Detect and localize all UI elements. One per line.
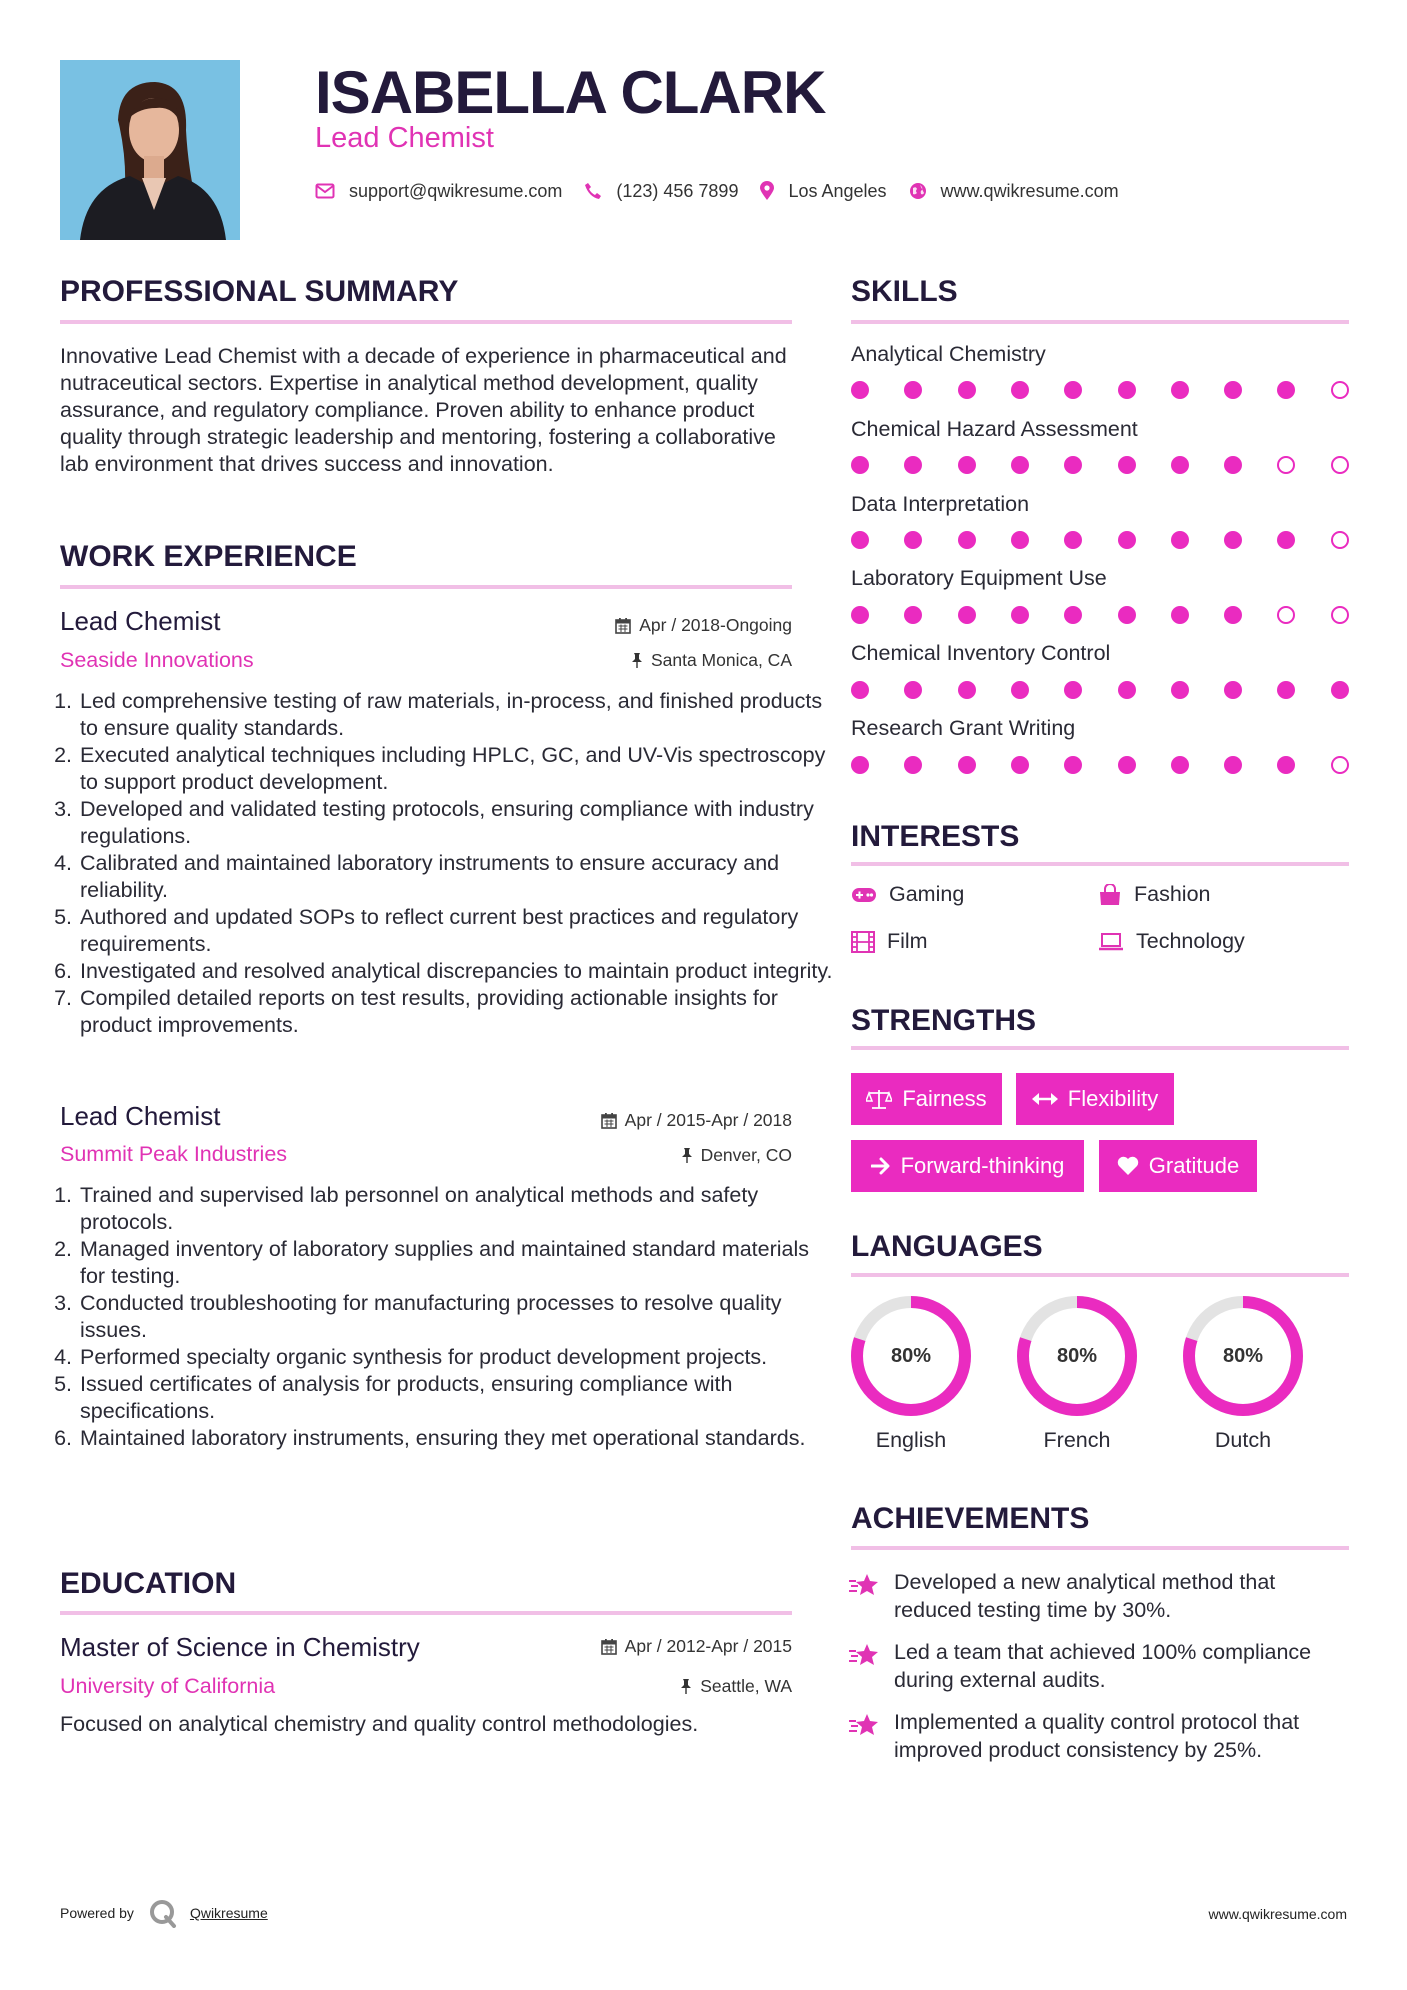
skill-dot-filled [1171, 456, 1189, 474]
job-location-text: Denver, CO [700, 1145, 792, 1165]
language-item [849, 1294, 973, 1453]
job-title: Lead Chemist [60, 1101, 221, 1131]
interest-item [1098, 929, 1245, 954]
shooting-star-icon [848, 1712, 880, 1738]
list-item: 4. Calibrated and maintained laboratory instruments to ensure accuracy and reliability. [78, 850, 838, 904]
skill-dot-filled [1171, 381, 1189, 399]
skill-dot-filled [851, 456, 869, 474]
skill-dot-filled [1224, 531, 1242, 549]
skill-dot-filled [1277, 381, 1295, 399]
achievement-item [848, 1708, 1358, 1764]
skill-dot-filled [1118, 531, 1136, 549]
skill-dot-filled [958, 531, 976, 549]
language-percent: 80% [890, 1344, 932, 1367]
skill-dot-filled [1118, 681, 1136, 699]
list-item: 3. Developed and validated testing protocols, ensuring compliance with industry regulations. [78, 796, 838, 850]
list-item: 5. Authored and updated SOPs to reflect current best practices and regulatory requirements. [78, 904, 838, 958]
skill-dot-empty [1331, 381, 1349, 399]
skill-dot-filled [958, 756, 976, 774]
skill-name: Research Grant Writing [851, 716, 1076, 740]
pushpin-icon [681, 1147, 693, 1164]
skill-rating [851, 456, 1351, 476]
achievement-item [848, 1638, 1358, 1694]
skill-dot-filled [851, 531, 869, 549]
list-item: 4. Performed specialty organic synthesis for product development projects. [78, 1344, 838, 1371]
shopping-bag-icon [1098, 884, 1122, 906]
skill-dot-filled [1224, 456, 1242, 474]
balance-scale-icon [866, 1088, 892, 1110]
footer-url[interactable]: www.qwikresume.com [1208, 1906, 1347, 1922]
candidate-role: Lead Chemist [315, 122, 494, 154]
job-dates-text: Apr / 2015-Apr / 2018 [624, 1110, 792, 1130]
skill-name: Chemical Hazard Assessment [851, 417, 1138, 441]
skill-dot-filled [1224, 681, 1242, 699]
skill-dot-filled [904, 381, 922, 399]
gamepad-icon [851, 887, 877, 903]
language-percent: 80% [1222, 1344, 1264, 1367]
skill-dot-filled [958, 456, 976, 474]
skill-dot-filled [1011, 456, 1029, 474]
strength-label: Flexibility [1067, 1086, 1159, 1111]
education-location [680, 1676, 792, 1697]
skill-dot-filled [1064, 756, 1082, 774]
list-item: 2. Managed inventory of laboratory supplies and maintained standard materials for testing. [78, 1236, 838, 1290]
calendar-icon [615, 617, 631, 634]
skill-dot-empty [1331, 456, 1349, 474]
contact-website[interactable] [909, 181, 1119, 202]
experience-divider [60, 585, 792, 589]
skill-name: Data Interpretation [851, 492, 1030, 516]
skill-dot-filled [958, 681, 976, 699]
skill-dot-filled [1011, 381, 1029, 399]
achievement-text: Implemented a quality control protocol that improved product consistency by 25%. [894, 1710, 1300, 1762]
shooting-star-icon [848, 1572, 880, 1598]
strength-label: Gratitude [1148, 1153, 1240, 1178]
achievement-text: Led a team that achieved 100% compliance during external audits. [894, 1640, 1312, 1692]
list-item: 7. Compiled detailed reports on test results, providing actionable insights for product improvements. [78, 985, 838, 1039]
interests-heading: INTERESTS [851, 820, 1020, 853]
school-name: University of California [60, 1674, 276, 1698]
skill-dot-filled [1224, 756, 1242, 774]
skill-dot-filled [958, 606, 976, 624]
skill-dot-filled [1171, 606, 1189, 624]
strength-label: Forward-thinking [900, 1153, 1065, 1178]
education-divider [60, 1611, 792, 1615]
skill-name: Chemical Inventory Control [851, 641, 1111, 665]
skill-dot-filled [1277, 681, 1295, 699]
email-text: support@qwikresume.com [349, 180, 563, 201]
education-dates [601, 1636, 792, 1657]
skill-dot-filled [1118, 756, 1136, 774]
map-pin-icon [760, 181, 774, 201]
film-icon [851, 931, 875, 953]
pushpin-icon [631, 652, 643, 669]
heart-icon [1117, 1156, 1139, 1176]
interest-label: Gaming [889, 882, 965, 906]
language-percent: 80% [1056, 1344, 1098, 1367]
laptop-icon [1098, 932, 1124, 952]
job-dates-text: Apr / 2018-Ongoing [639, 615, 792, 635]
achievement-item [848, 1568, 1358, 1624]
list-item: 6. Investigated and resolved analytical discrepancies to maintain product integrity. [78, 958, 838, 985]
candidate-name: ISABELLA CLARK [315, 59, 826, 126]
skill-dot-filled [958, 381, 976, 399]
strength-badge [851, 1073, 1002, 1125]
strength-badge [1099, 1140, 1257, 1192]
skill-dot-filled [1331, 681, 1349, 699]
calendar-icon [601, 1112, 617, 1129]
contact-bar [315, 176, 1141, 206]
achievements-heading: ACHIEVEMENTS [851, 1502, 1090, 1535]
pushpin-icon [680, 1678, 692, 1695]
summary-divider [60, 320, 792, 324]
achievement-text: Developed a new analytical method that reduced testing time by 30%. [894, 1570, 1276, 1622]
skill-dot-filled [904, 756, 922, 774]
skill-dot-filled [1011, 531, 1029, 549]
skill-rating [851, 381, 1351, 401]
list-item: 5. Issued certificates of analysis for products, ensuring compliance with specifications. [78, 1371, 838, 1425]
skill-dot-empty [1277, 606, 1295, 624]
skill-dot-filled [1171, 681, 1189, 699]
skill-dot-filled [1011, 606, 1029, 624]
contact-phone[interactable] [584, 181, 738, 202]
job-bullets [60, 688, 838, 1039]
skill-dot-empty [1331, 756, 1349, 774]
contact-email[interactable] [315, 181, 562, 202]
company-name: Summit Peak Industries [60, 1142, 288, 1166]
envelope-icon [315, 183, 335, 199]
skill-dot-filled [851, 681, 869, 699]
list-item: 1. Led comprehensive testing of raw materials, in-process, and finished products to ensure quality standards. [78, 688, 838, 742]
skill-dot-filled [1118, 606, 1136, 624]
interest-label: Film [887, 929, 928, 953]
education-dates-text: Apr / 2012-Apr / 2015 [624, 1636, 792, 1656]
globe-icon [909, 182, 927, 200]
skill-dot-filled [851, 381, 869, 399]
list-item: 1. Trained and supervised lab personnel on analytical methods and safety protocols. [78, 1182, 838, 1236]
powered-by-text: Powered by [60, 1905, 134, 1921]
skill-dot-empty [1331, 606, 1349, 624]
summary-heading: PROFESSIONAL SUMMARY [60, 275, 459, 308]
summary-text: Innovative Lead Chemist with a decade of experience in pharmaceutical and nutraceutical sectors. Expertise in analytical method development, quality assurance, and regulatory compliance. Proven ability to enhance product quality through strategic leadership and mentoring, fostering a collaborative lab environment that drives success and innovation. [60, 344, 787, 476]
list-item: 2. Executed analytical techniques including HPLC, GC, and UV-Vis spectroscopy to support product development. [78, 742, 838, 796]
education-location-text: Seattle, WA [700, 1676, 792, 1696]
strength-label: Fairness [902, 1086, 987, 1111]
achievements-divider [851, 1546, 1349, 1550]
strength-badge [1016, 1073, 1174, 1125]
interests-divider [851, 862, 1349, 866]
contact-location [760, 181, 886, 202]
qwikresume-logo-icon [148, 1898, 178, 1928]
skills-heading: SKILLS [851, 275, 958, 308]
language-item [1181, 1294, 1305, 1453]
language-item [1015, 1294, 1139, 1453]
job-location-text: Santa Monica, CA [650, 650, 792, 670]
skill-dot-filled [851, 606, 869, 624]
skill-dot-filled [1171, 531, 1189, 549]
language-name: Dutch [1214, 1428, 1272, 1452]
skill-dot-filled [851, 756, 869, 774]
interest-item [851, 929, 928, 954]
skill-dot-filled [1118, 381, 1136, 399]
skill-dot-filled [1277, 531, 1295, 549]
skill-dot-filled [1064, 681, 1082, 699]
languages-heading: LANGUAGES [851, 1230, 1043, 1263]
phone-icon [584, 182, 602, 200]
skill-dot-filled [1277, 756, 1295, 774]
footer-branding [60, 1898, 268, 1928]
skill-dot-filled [1171, 756, 1189, 774]
job-bullets [60, 1182, 838, 1452]
calendar-icon [601, 1638, 617, 1655]
skill-dot-empty [1277, 456, 1295, 474]
skill-rating [851, 756, 1351, 776]
strengths-heading: STRENGTHS [851, 1004, 1037, 1037]
skill-dot-filled [904, 456, 922, 474]
skill-rating [851, 531, 1351, 551]
strength-badge [851, 1140, 1084, 1192]
list-item: 6. Maintained laboratory instruments, ensuring they met operational standards. [78, 1425, 838, 1452]
skill-dot-filled [1011, 681, 1029, 699]
language-name: English [875, 1428, 947, 1452]
person-portrait-icon [60, 60, 240, 240]
skill-dot-filled [1224, 381, 1242, 399]
skill-rating [851, 681, 1351, 701]
company-name: Seaside Innovations [60, 648, 254, 672]
skill-dot-filled [1064, 531, 1082, 549]
job-location [631, 650, 792, 671]
job-title: Lead Chemist [60, 606, 221, 636]
education-heading: EDUCATION [60, 1567, 237, 1600]
skill-dot-filled [904, 531, 922, 549]
skill-dot-filled [1064, 381, 1082, 399]
skill-name: Analytical Chemistry [851, 342, 1046, 366]
job-dates [601, 1110, 792, 1131]
languages-divider [851, 1273, 1349, 1277]
skills-divider [851, 320, 1349, 324]
double-arrow-icon [1032, 1092, 1058, 1106]
job-dates [615, 615, 792, 636]
job-location [681, 1145, 792, 1166]
interest-label: Fashion [1134, 882, 1211, 906]
degree-title: Master of Science in Chemistry [60, 1632, 420, 1662]
skill-dot-filled [1224, 606, 1242, 624]
location-text: Los Angeles [788, 180, 887, 201]
skill-dot-filled [1064, 456, 1082, 474]
skill-name: Laboratory Equipment Use [851, 566, 1107, 590]
skill-dot-filled [904, 681, 922, 699]
skill-rating [851, 606, 1351, 626]
skill-dot-filled [1011, 756, 1029, 774]
language-name: French [1043, 1428, 1111, 1452]
skill-dot-filled [904, 606, 922, 624]
website-text: www.qwikresume.com [940, 180, 1119, 201]
experience-heading: WORK EXPERIENCE [60, 540, 357, 573]
interest-label: Technology [1136, 929, 1245, 953]
arrow-right-icon [871, 1157, 891, 1175]
skill-dot-filled [1118, 456, 1136, 474]
strengths-divider [851, 1046, 1349, 1050]
list-item: 3. Conducted troubleshooting for manufacturing processes to resolve quality issues. [78, 1290, 838, 1344]
interest-item [1098, 882, 1211, 907]
profile-photo [60, 60, 240, 240]
phone-text: (123) 456 7899 [616, 180, 739, 201]
education-description: Focused on analytical chemistry and quality control methodologies. [60, 1712, 699, 1736]
skill-dot-filled [1064, 606, 1082, 624]
shooting-star-icon [848, 1642, 880, 1668]
interest-item [851, 882, 964, 907]
brand-link[interactable]: Qwikresume [189, 1905, 268, 1921]
skill-dot-empty [1331, 531, 1349, 549]
